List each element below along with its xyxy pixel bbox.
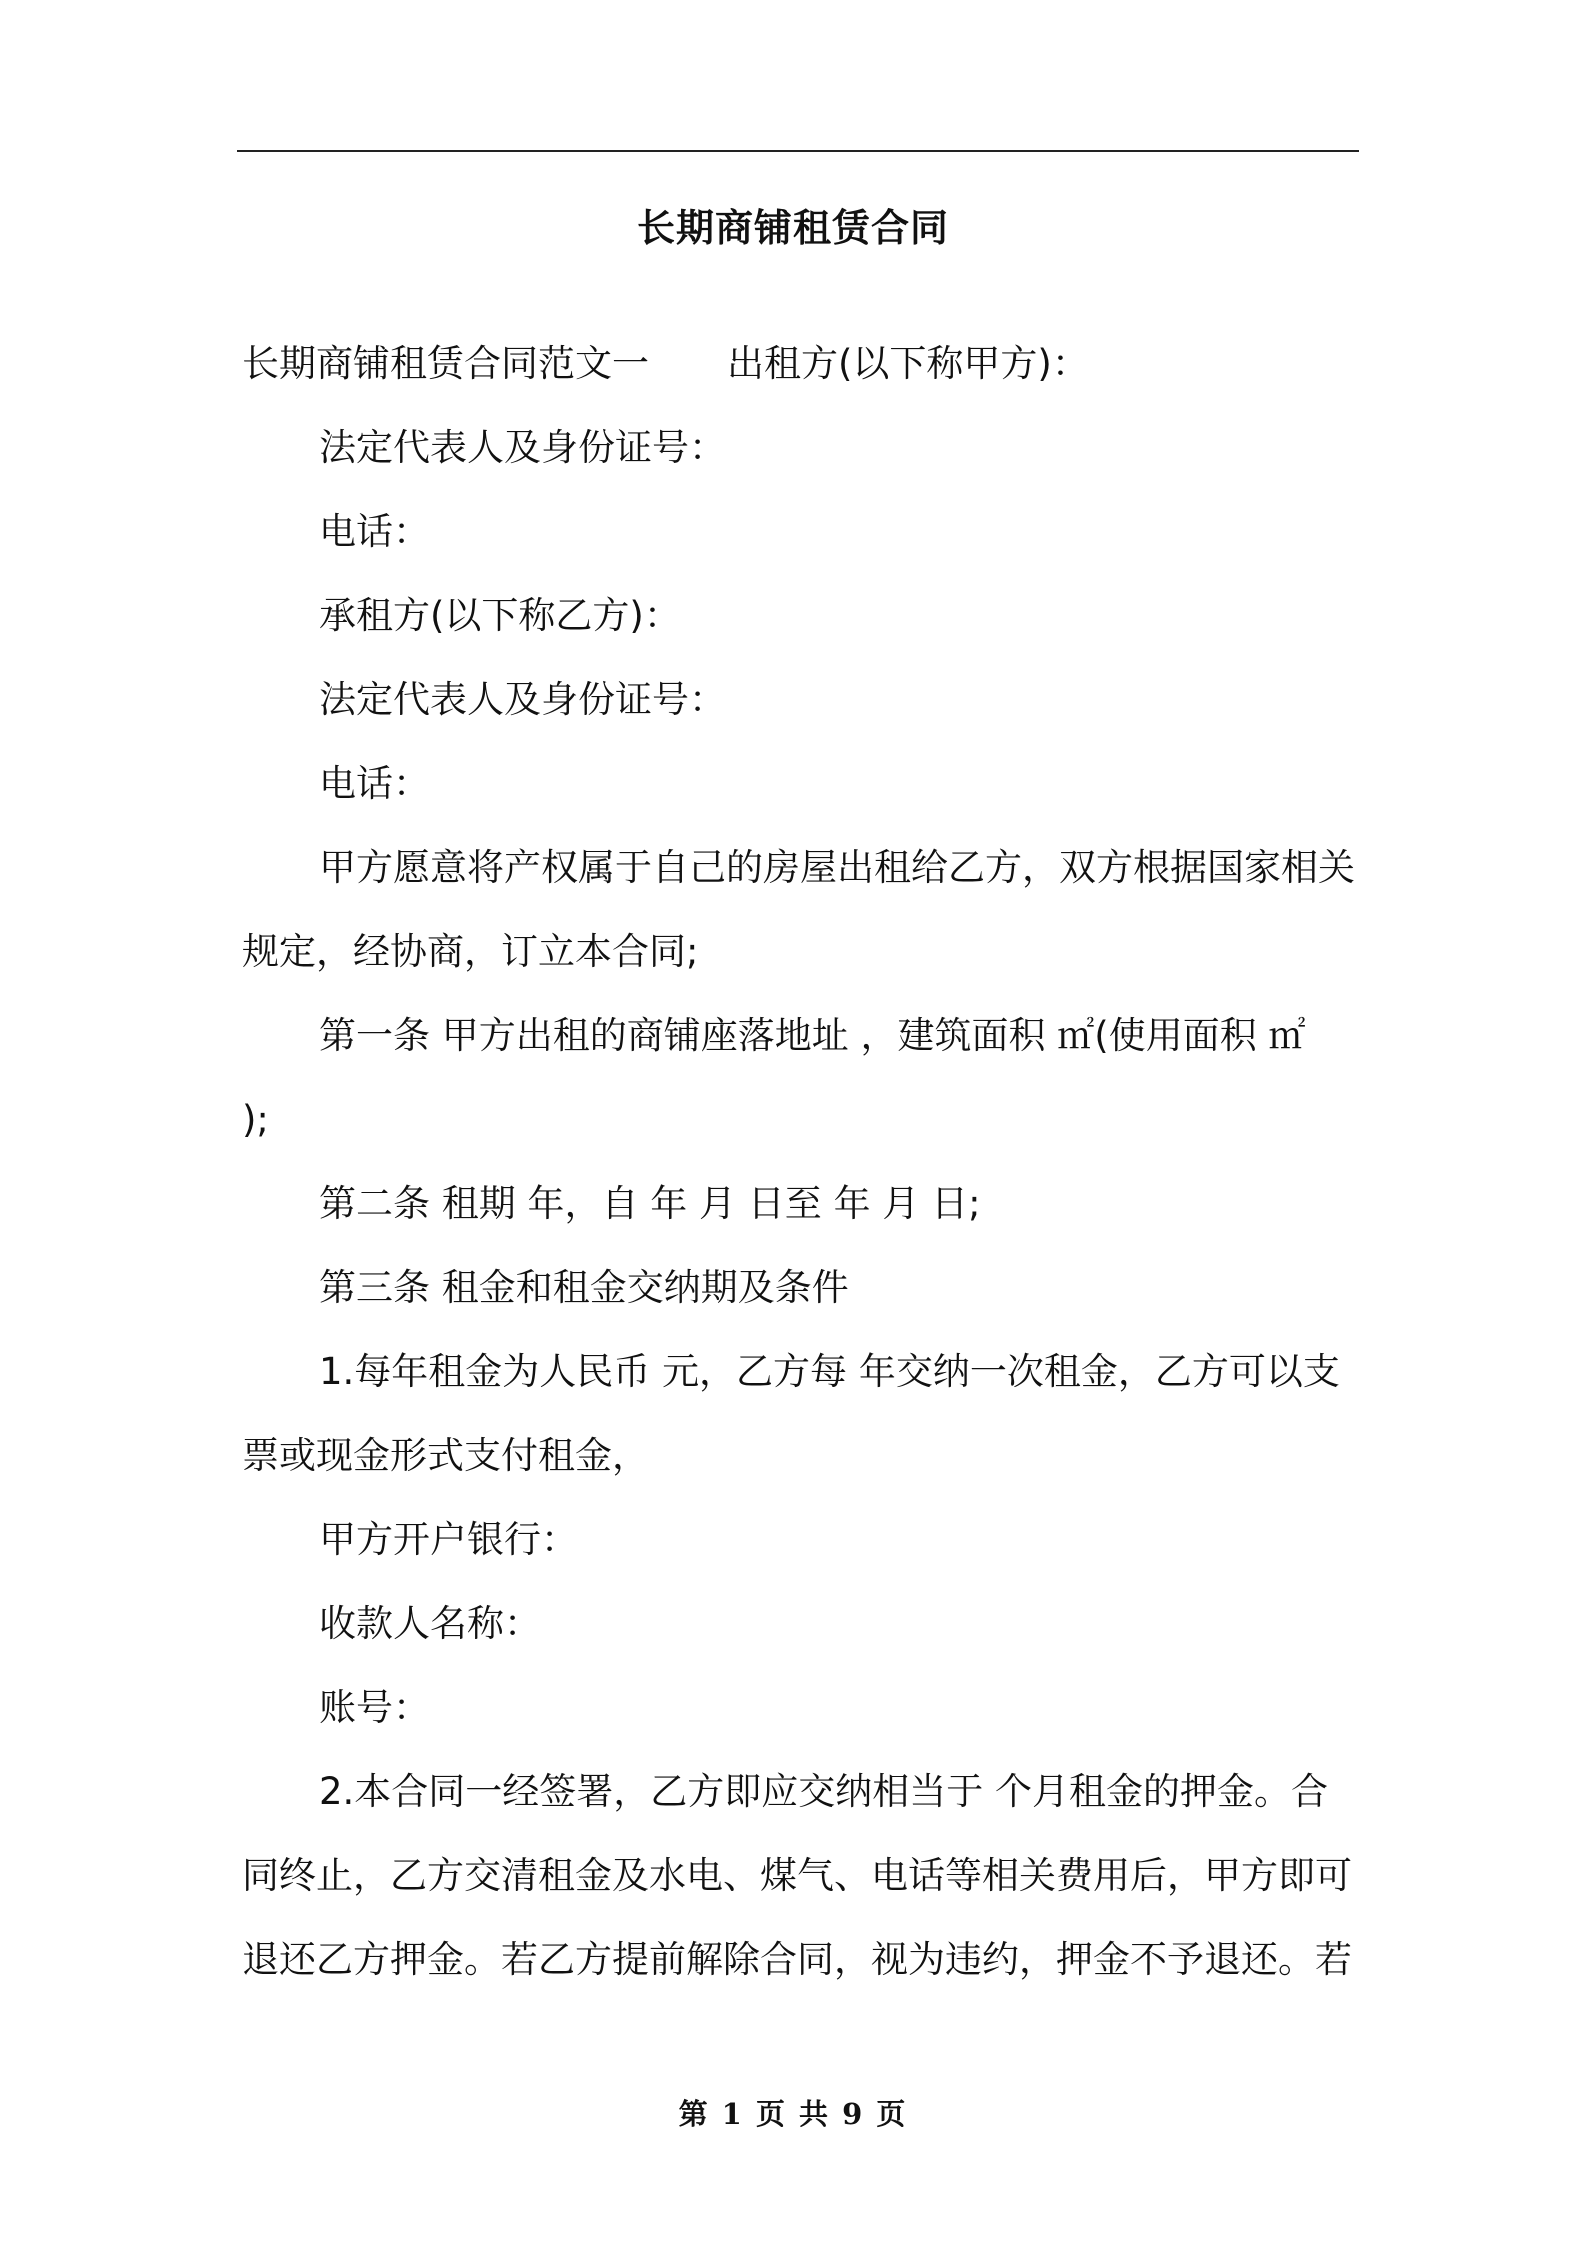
- lessee-legal-rep-line: 法定代表人及身份证号：: [319, 678, 726, 721]
- document-title: 长期商铺租赁合同: [636, 206, 949, 250]
- payee-line: 收款人名称：: [319, 1602, 541, 1645]
- lessor-phone-line: 电话：: [319, 510, 430, 553]
- intro-right: 出租方(以下称甲方)：: [727, 342, 1089, 385]
- intro-line: [242, 322, 1358, 406]
- item2-line1: 2.本合同一经签署，乙方即应交纳相当于 个月租金的押金。合: [319, 1770, 1329, 1813]
- header-rule: [237, 150, 1359, 152]
- account-line: 账号：: [319, 1686, 430, 1729]
- item2-line2: 同终止，乙方交清租金及水电、煤气、电话等相关费用后，甲方即可: [242, 1854, 1352, 1897]
- article3-line: 第三条 租金和租金交纳期及条件: [319, 1266, 849, 1309]
- article1-line2: );: [242, 1098, 269, 1141]
- article2-line: 第二条 租期 年，自 年 月 日至 年 月 日;: [319, 1182, 981, 1225]
- item1-line2: 票或现金形式支付租金，: [242, 1434, 649, 1477]
- bank-line: 甲方开户银行：: [319, 1518, 578, 1561]
- page-number: 第 1 页 共 9 页: [678, 2097, 908, 2131]
- lessor-legal-rep-line: 法定代表人及身份证号：: [319, 426, 726, 469]
- intent-paragraph-line2: 规定，经协商，订立本合同;: [242, 930, 699, 973]
- lessee-line: 承租方(以下称乙方)：: [319, 594, 681, 637]
- article1-line1: 第一条 甲方出租的商铺座落地址 ，建筑面积 ㎡(使用面积 ㎡: [319, 1014, 1306, 1057]
- intent-paragraph-line1: 甲方愿意将产权属于自己的房屋出租给乙方，双方根据国家相关: [319, 846, 1355, 889]
- intro-left: 长期商铺租赁合同范文一: [242, 342, 649, 385]
- document-body: [242, 322, 1358, 2002]
- item1-line1: 1.每年租金为人民币 元，乙方每 年交纳一次租金，乙方可以支: [319, 1350, 1340, 1393]
- lessee-phone-line: 电话：: [319, 762, 430, 805]
- item2-line3: 退还乙方押金。若乙方提前解除合同，视为违约，押金不予退还。若: [242, 1938, 1352, 1981]
